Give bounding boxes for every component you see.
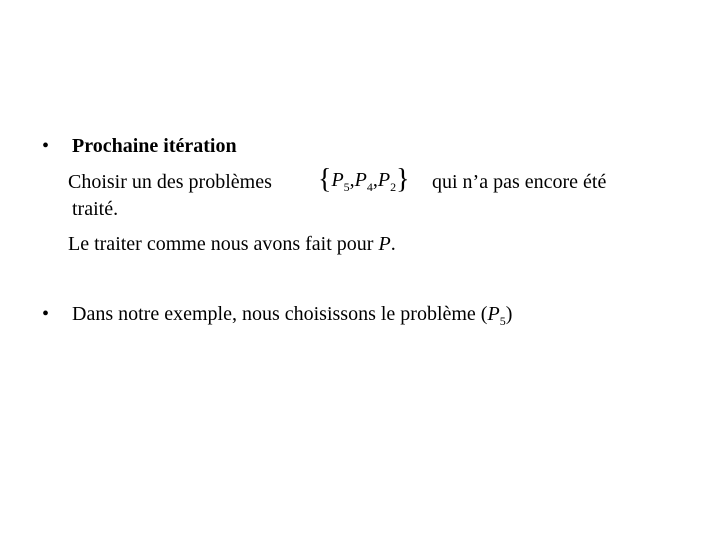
set-item-subscript: 4 xyxy=(366,180,373,194)
set-item-p: P xyxy=(377,169,391,191)
bullet-2-variable: P xyxy=(487,303,500,325)
set-item-subscript: 2 xyxy=(390,180,397,194)
bullet-1-marker: • xyxy=(42,135,50,157)
set-item-subscript: 5 xyxy=(343,180,350,194)
bullet-1-line-1-tail: qui n’a pas encore été xyxy=(432,171,607,193)
set-item-p: P xyxy=(331,169,344,191)
bullet-1-line-1-text: Choisir un des problèmes xyxy=(68,171,272,193)
set-separator: , xyxy=(349,169,355,191)
set-close-brace: } xyxy=(396,164,410,195)
bullet-1-line-3-period: . xyxy=(390,233,396,255)
set-separator: , xyxy=(372,169,378,191)
problem-set xyxy=(318,166,410,194)
bullet-1-line-3 xyxy=(68,232,396,256)
bullet-2-text-main: Dans notre exemple, nous choisissons le problème ( xyxy=(72,303,488,325)
bullet-1-line-3-variable: P xyxy=(378,233,391,255)
bullet-2-marker: • xyxy=(42,303,50,325)
bullet-1-line-3-text: Le traiter comme nous avons fait pour xyxy=(68,233,374,255)
bullet-1-line-2: traité. xyxy=(72,198,119,220)
set-item-p: P xyxy=(354,169,367,191)
bullet-2-text xyxy=(72,302,512,328)
bullet-1-title: Prochaine itération xyxy=(72,135,237,157)
bullet-2-variable-subscript: 5 xyxy=(499,314,506,328)
set-open-brace: { xyxy=(318,164,332,195)
bullet-2-closing-paren: ) xyxy=(505,303,513,325)
